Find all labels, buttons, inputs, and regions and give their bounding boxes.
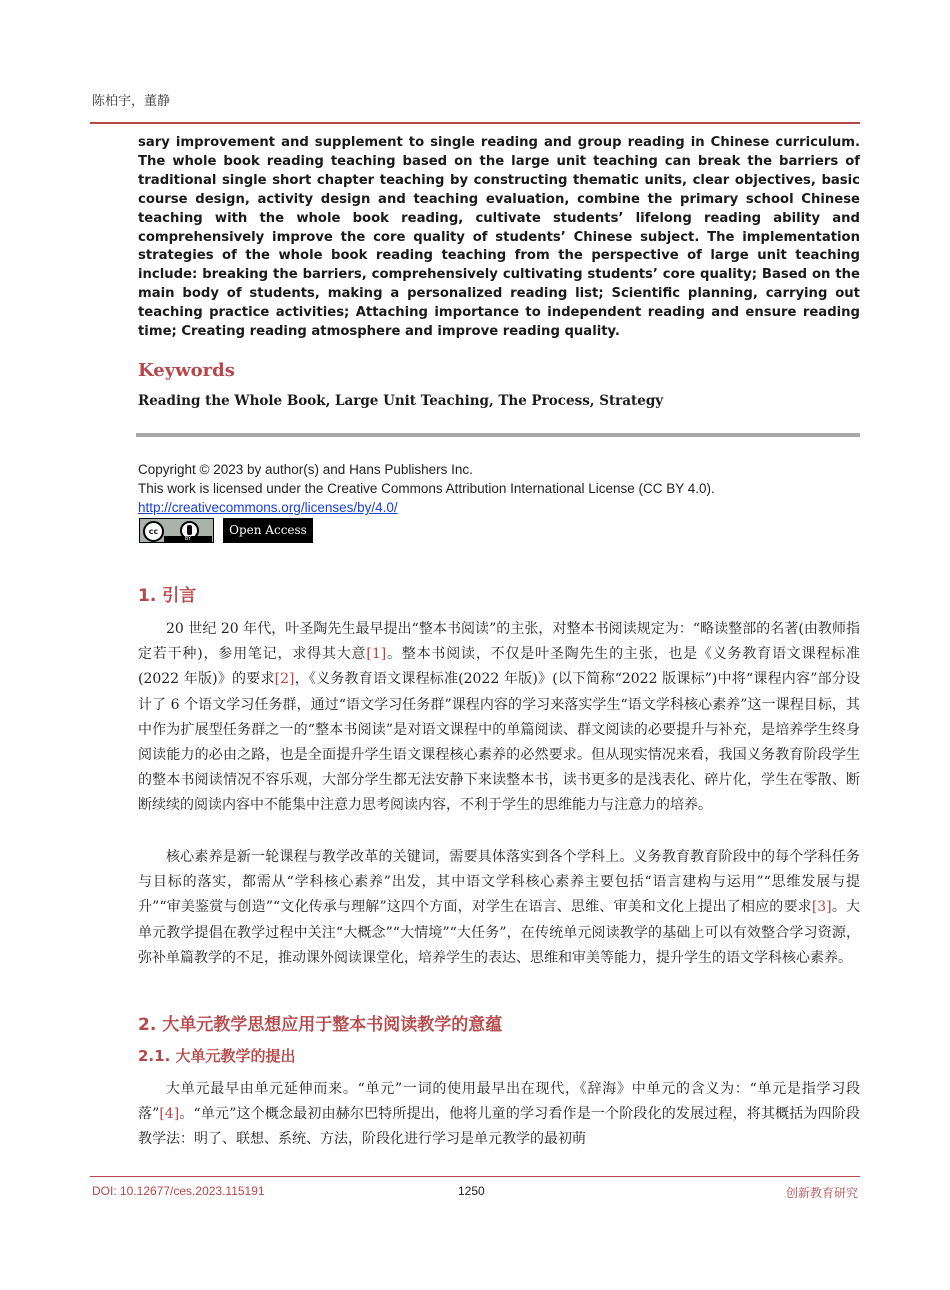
footer-doi: DOI: 10.12677/ces.2023.115191 — [92, 1184, 265, 1198]
open-access-badge[interactable]: Open Access — [223, 518, 313, 543]
license-link[interactable]: http://creativecommons.org/licenses/by/4.0/ — [138, 500, 398, 515]
cc-logo-icon: cc — [143, 521, 164, 542]
footer-divider — [90, 1176, 860, 1177]
keywords-heading: Keywords — [138, 360, 235, 381]
paragraph-text: 。大单元教学提倡在教学过程中关注“大概念”“大情境”“大任务”，在传统单元阅读教学的基础上可以有效整合学习资源，弥补单篇教学的不足，推动课外阅读课堂化，培养学生的表达、思维和审美等能力，提升学生的语文学科核心素养。 — [138, 899, 860, 966]
license-block — [138, 460, 715, 517]
paragraph-text: ，《义务教育语文课程标准(2022 年版)》(以下简称“2022 版课标”)中将“课程内容”部分设计了 6 个语文学习任务群，通过“语文学习任务群”课程内容的学习来落实学生“语文学科核心素养”这一课程目标，其中作为扩展型任务群之一的“整本书阅读”是对语文课程中的单篇阅读、群文阅读的必要提升与补充，是培养学生终身阅读能力的必由之路，也是全面提升学生语文课程核心素养的必然要求。但从现实情况来看，我国义务教育阶段学生的整本书阅读情况不容乐观，大部分学生都无法安静下来读整本书，读书更多的是浅表化、碎片化，学生在零散、断断续续的阅读内容中不能集中注意力思考阅读内容，不利于学生的思维能力与注意力的培养。 — [138, 671, 860, 814]
section-1-paragraph-1 — [138, 617, 860, 819]
paragraph-text: 大单元最早由单元延伸而来。“单元”一词的使用最早出在现代，《辞海》中单元的含义为：“单元是指学习段落” — [138, 1081, 860, 1123]
license-statement: This work is licensed under the Creative Commons Attribution International License (CC BY 4.0). — [138, 481, 715, 496]
paragraph-text: 核心素养是新一轮课程与教学改革的关键词，需要具体落实到各个学科上。义务教育教育阶段中的每个学科任务与目标的落实，都需从“学科核心素养”出发，其中语文学科核心素养主要包括“语言建构与运用”“思维发展与提升”“审美鉴赏与创造”“文化传承与理解”这四个方面，对学生在语言、思维、审美和文化上提出了相应的要求 — [138, 849, 860, 916]
cc-by-label: BY — [164, 536, 212, 542]
footer-page-number: 1250 — [458, 1184, 485, 1198]
header-authors: 陈柏宇，董静 — [92, 94, 171, 109]
section-2-1-heading: 2.1. 大单元教学的提出 — [138, 1047, 296, 1065]
paragraph-text: 。“单元”这个概念最初由赫尔巴特所提出，他将儿童的学习看作是一个阶段化的发展过程，将其概括为四阶段教学法：明了、联想、系统、方法，阶段化进行学习是单元教学的最初萌 — [138, 1106, 860, 1148]
copyright-line: Copyright © 2023 by author(s) and Hans Publishers Inc. — [138, 462, 473, 477]
citation-link[interactable]: [4] — [159, 1106, 180, 1123]
citation-link[interactable]: [2] — [274, 671, 295, 688]
keywords-text: Reading the Whole Book, Large Unit Teaching, The Process, Strategy — [138, 393, 664, 409]
footer-journal-name: 创新教育研究 — [785, 1186, 858, 1200]
citation-link[interactable]: [1] — [366, 646, 387, 663]
section-1-heading: 1. 引言 — [138, 586, 197, 606]
license-badges — [139, 518, 313, 543]
paragraph-text: 20 世纪 20 年代，叶圣陶先生最早提出“整本书阅读”的主张，对整本书阅读规定为：“略读整部的名著(由教师指定若干种)，参用笔记，求得其大意 — [138, 621, 860, 663]
section-2-1-paragraph-1 — [138, 1077, 860, 1153]
citation-link[interactable]: [3] — [811, 899, 832, 916]
cc-by-badge-icon[interactable] — [139, 518, 214, 543]
abstract-text: sary improvement and supplement to single reading and group reading in Chinese curriculum. The whole book reading teaching based on the large unit teaching can break the barriers of traditional single short chapter teaching by constructing thematic units, clear objectives, basic course design, activity design and teaching evaluation, combine the primary school Chinese teaching with the whole book reading, cultivate students’ lifelong reading ability and comprehensively improve the core quality of students’ Chinese subject. The implementation strategies of the whole book reading teaching from the perspective of large unit teaching include: breaking the barriers, comprehensively cultivating students’ core quality; Based on the main body of students, making a personalized reading list; Scientific planning, carrying out teaching practice activities; Attaching importance to independent reading and ensure reading time; Creating reading atmosphere and improve reading quality. — [138, 135, 860, 340]
section-2-heading: 2. 大单元教学思想应用于整本书阅读教学的意蕴 — [138, 1015, 503, 1035]
keywords-divider — [136, 433, 860, 437]
section-1-paragraph-2 — [138, 845, 860, 971]
paragraph-text: 。整本书阅读，不仅是叶圣陶先生的主张，也是《义务教育语文课程标准(2022 年版)》的要求 — [138, 646, 860, 688]
header-divider — [90, 122, 860, 124]
